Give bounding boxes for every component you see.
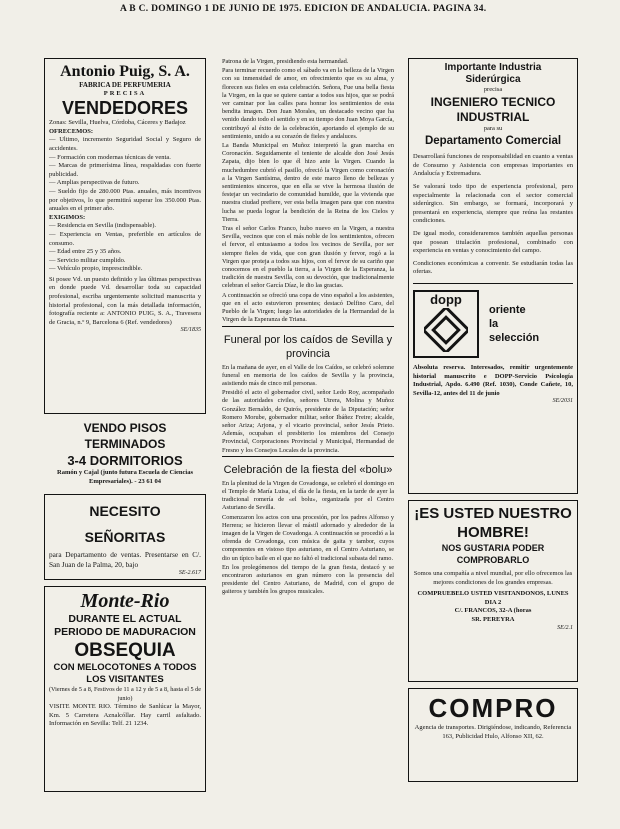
article-para-4: Tras el señor Carlos Franco, hubo nuevo en la Virgen, a nuestra Sevilla, vecinos que con el más noble de los sentimientos, ofrecen el fervor, el entusiasmo a todos los vecinos de Sevilla, por ser siempre fieles de vida, que con gran ilusión y fervor, rogó a la Virgen que proteja a todos sus hijos, con el fervor de su cariño que conocemos en el pueblo la tierra, a la Virgen de la Esperanza, la tradición de nuestra Sevilla, con su devoción, que tradicionalmente celebran el señor García Díaz, le dio las gracias. [222, 225, 394, 290]
siderurgica-title-2: Siderúrgica [465, 74, 521, 85]
puig-exigimos-2: — Experiencia en Ventas, preferible en artículos de consumo. [49, 230, 201, 247]
hombre-signature: SE/2.1 [557, 624, 573, 631]
bolu-para-1: En la plenitud de la Virgen de Covadonga, se celebró el domingo en el Templo de María Luisa, el día de la fiesta, en la tarde de ayer la tradicional romería de «el bolu», organizada por el Centro Asturiano de Sevilla. [222, 479, 394, 512]
dopp-emblem-icon [424, 308, 468, 352]
siderurgica-ad [408, 58, 578, 494]
dopp-signature: SE/2031 [552, 398, 573, 405]
compro-ad [408, 688, 578, 782]
pisos-body: Ramón y Cajal (junto futura Escuela de Ciencias Empresariales). - 23 61 04 [57, 469, 193, 485]
siderurgica-p4: Condiciones económicas a convenir. Se estudiarán todas las ofertas. [413, 259, 573, 276]
dopp-slogan-3: selección [489, 331, 540, 344]
siderurgica-p2: Se valorará todo tipo de experiencia profesional, pero especialmente la relacionada con el sector comercial siderúrgico. Sin embargo, se formará, incorporará y presentará en experiencia, siempre que reúna las restantes condiciones. [413, 182, 573, 225]
monte-rio-line3: (Viernes de 5 a 8, Festivos de 11 a 12 y de 5 a 8, hasta el 5 de junio) [49, 686, 201, 702]
column-right [408, 58, 578, 822]
article-para-3: La Banda Municipal en Muñoz interpretó la gran marcha en Coronación. Seguidamente el teniente de alcalde don José Jesús Zapata, dijo bien lo que él hizo ante la Virgen. Cuando la muchedumbre cubrió el pasillo, ofreció la Virgen como coronación a la Virgen Santísima, dentro de este marco lleno de bellezas y sentimientos sinceros, que en ella se vive la hermosa ilusión de festejar un vecindario de comunidad humilde, que la vivienda que nuestra ciudad prefiere, ver esta bella imagen para que con nuestra lucha se pueda lograr la bendición de la Reina de los Cielos y Tierra. [222, 142, 394, 223]
siderurgica-p1: Desarrollará funciones de responsabilidad en cuanto a ventas de Consumo y Asistencia con empresas importantes en Andalucía y Extremadura. [413, 153, 573, 178]
puig-exigimos-4: — Servicio militar cumplido. [49, 256, 126, 264]
puig-zonas: Zonas: Sevilla, Huelva, Córdoba, Cáceres y Badajoz [49, 119, 186, 127]
article-para-2: Para terminar recuerdo como el sábado va en la belleza de la Virgen con su inmensidad de amor, en ofrecimiento que es su alma, y florecen sus fieles en esta celebración. Señora, Fue una bella fiesta la Virgen, en la que se quiere cantar a todos sus hijos, que se podrá ver caminar por las calles para honrar los sentimientos de esta bendita imagen. Don Juan Morales, un destacado vecino que ha venido dando todo el sentido y en su tiempo don Juan Moya García, contribuyó al éxito de la celebración, aportando el ejemplo de su sentimiento, unido a su corazón de fieles y andaluces. [222, 67, 394, 140]
siderurgica-title-1: Importante Industria [444, 62, 542, 73]
article-para-5: A continuación se ofreció una copa de vino español a los asistentes, que en el acto estuvieron presentes; destacó Delfino Caro, del Pueblo de la Virgen; luego las autoridades de la Hermandad de la Virgen de la Esperanza de Triana. [222, 291, 394, 324]
monte-rio-body: VISITE MONTE RIO. Término de Sanlúcar la Mayor, Km. 5 Carretera Aznalcóllar. Hay carril asfaltado. Información en Sevilla: Telf. 21 1234. [49, 703, 201, 728]
hombre-sub-2: COMPROBARLO [456, 555, 530, 565]
hombre-address: C/. FRANCOS, 32-A (horas [454, 607, 532, 615]
pisos-title-2: 3-4 DORMITORIOS [67, 453, 183, 468]
funeral-para-1: En la mañana de ayer, en el Valle de los Caídos, se celebró solemne funeral en memoria de los caídos de Sevilla y la provincia, asistiendo más de cinco mil personas. [222, 363, 394, 387]
puig-exigimos-3: — Edad entre 25 y 35 años. [49, 248, 122, 256]
senoritas-title: NECESITO SEÑORITAS [84, 503, 166, 545]
dopp-slogan-1: oriente [489, 303, 526, 316]
column-center [222, 58, 394, 822]
puig-exigimos-5: — Vehículo propio, imprescindible. [49, 265, 143, 273]
puig-body: Si posee Vd. un puesto definido y las últimas perspectivas en donde puede Vd. desarrollar toda su capacidad profesional, escriba urgentemente solicitud manuscrita y historial profesional, con la más detallada información, fotografía reciente a: ANTONIO PUIG, S. A., Travesera de Gracia, n.º 9, Barcelona 6 (Ref. vendedores) [49, 275, 201, 326]
puig-ofrecemos-4: — Amplias perspectivas de futuro. [49, 179, 140, 187]
monte-rio-ad [44, 586, 206, 792]
puig-title: Antonio Puig, S. A. [60, 63, 190, 80]
hombre-title-1: ¡ES USTED NUESTRO [414, 505, 572, 522]
bolu-headline: Celebración de la fiesta del «bolu» [223, 463, 393, 476]
pisos-ad [44, 420, 206, 488]
dopp-logo-text: dopp [430, 291, 462, 307]
dopp-slogan-2: la [489, 317, 499, 330]
hombre-name: SR. PEREYRA [471, 615, 515, 623]
puig-exigimos-label: EXIGIMOS: [49, 213, 86, 221]
monte-rio-obsequia: OBSEQUIA [74, 640, 176, 661]
funeral-para-2: Presidió el acto el gobernador civil, señor Ledo Roy, acompañado de las autoridades civiles, señores Utrera, Molina y Muñoz González Bernaldo, de Quirós, presidente de la Diputación; señor Romero Morube, gobernador militar, señor Ibáñez Freire; alcalde, señor Ariza; Arjona, y el vicario provincial, señor Jesús Prieto. Además, ocupaban el presbiterio los miembros del Consejo Provincial, Corporaciones Provincial y Municipal, Hermandad de Fresno y los Consejos Locales de la provincia. [222, 389, 394, 454]
hombre-title-2: HOMBRE! [457, 524, 529, 541]
page-header: A B C. DOMINGO 1 DE JUNIO DE 1975. EDICION DE ANDALUCIA. PAGINA 34. [120, 4, 487, 14]
siderurgica-para: para su [483, 124, 503, 132]
senoritas-ad [44, 494, 206, 580]
bolu-para-2: Comenzaron los actos con una procesión, por los padres Alfonso y Herrera; se hicieron llevar el mástil adornado y alrededor de la imagen de la Virgen de Covadonga. A continuación se procedió a la ofrenda de Covadonga, con música de gaita y tambor, cuyos componentes en vistoso tipo asturiano, en el Centro Asturiano, se dio un típico baile en el que no faltó el tradicional subasta del ramo. [222, 513, 394, 562]
puig-precisa: PRECISA [103, 89, 147, 97]
article-para-1: Patrona de la Virgen, presidiendo esta hermandad. [222, 58, 349, 65]
bolu-para-3: En los prolegómenos del tiempo de la gran fiesta, destacó y se encontraron asturianos en gran número con la presencia del presidente del Centro Asturiano, de Madrid, con el grupo de gaiteros y también los grupos musicales. [222, 563, 394, 596]
monte-rio-line2: CON MELOCOTONES A TODOS LOS VISITANTES [53, 662, 197, 685]
puig-ad [44, 58, 206, 414]
siderurgica-dept: Departamento Comercial [424, 135, 562, 148]
hombre-body: Somos una compañía a nivel mundial, por ello ofrecemos las mejores condiciones de los grandes empresas. [413, 570, 573, 586]
puig-heading: VENDEDORES [61, 98, 189, 119]
dopp-block [413, 290, 573, 358]
dopp-logo [413, 290, 479, 358]
column-left [44, 58, 206, 822]
puig-ofrecemos-1: — Ultimo, incremento Seguridad Social y Seguro de accidentes. [49, 136, 201, 152]
hombre-ad [408, 500, 578, 682]
funeral-headline: Funeral por los caídos de Sevilla y provincia [223, 333, 393, 360]
siderurgica-precisa: precisa [483, 86, 503, 93]
siderurgica-p3: De igual modo, consideraremos también aquellas personas que posean titulación profesional, combinado con experiencia en ventas y conocimiento del campo. [413, 229, 573, 255]
siderurgica-heading-1: INGENIERO TECNICO [430, 94, 556, 109]
monte-rio-line1: DURANTE EL ACTUAL PERIODO DE MADURACION [54, 613, 196, 638]
monte-rio-logo: Monte-Rio [80, 590, 170, 612]
senoritas-body: para Departamento de ventas. Presentarse en C/. San Juan de la Palma, 20, bajo [49, 550, 201, 569]
compro-title: COMPRO [428, 693, 558, 723]
hombre-sub-1: NOS GUSTARIA PODER [441, 543, 545, 553]
puig-exigimos-1: — Residencia en Sevilla (indispensable). [49, 222, 157, 230]
puig-ofrecemos-3: — Marcas de primerísima línea, respaldadas con fuerte publicidad. [49, 162, 201, 178]
puig-subtitle: FABRICA DE PERFUMERIA [79, 81, 171, 89]
puig-ofrecemos-2: — Formación con modernas técnicas de venta. [49, 153, 171, 161]
senoritas-signature: SE-2.617 [178, 570, 201, 576]
puig-ofrecemos-label: OFRECEMOS: [49, 127, 94, 135]
dopp-body: Absoluta reserva. Interesados, remitir urgentemente historial manuscrito e DOPP-Servicio Psicología Industrial, Apdo. 6.490 (Ref. 1030), Conde Cañete, 10, Sevilla-12, antes del 11 de junio [413, 363, 573, 397]
siderurgica-heading-2: INDUSTRIAL [456, 109, 530, 124]
hombre-contact: COMPRUEBELO USTED VISITANDONOS, LUNES DIA 2 [417, 590, 569, 606]
compro-body: Agencia de transportes. Dirigiéndose, indicando, Referencia 163, Publicidad Hulo, Alfonso XII, 62. [414, 724, 572, 740]
puig-ofrecemos-5: — Sueldo fijo de 280.000 Ptas. anuales, más incentivos por objetivos, lo que permitirá superar los 350.000 Ptas. anuales en el primer año. [49, 187, 201, 213]
pisos-title-1: VENDO PISOS TERMINADOS [83, 421, 167, 451]
puig-signature: SE/1835 [180, 327, 201, 334]
